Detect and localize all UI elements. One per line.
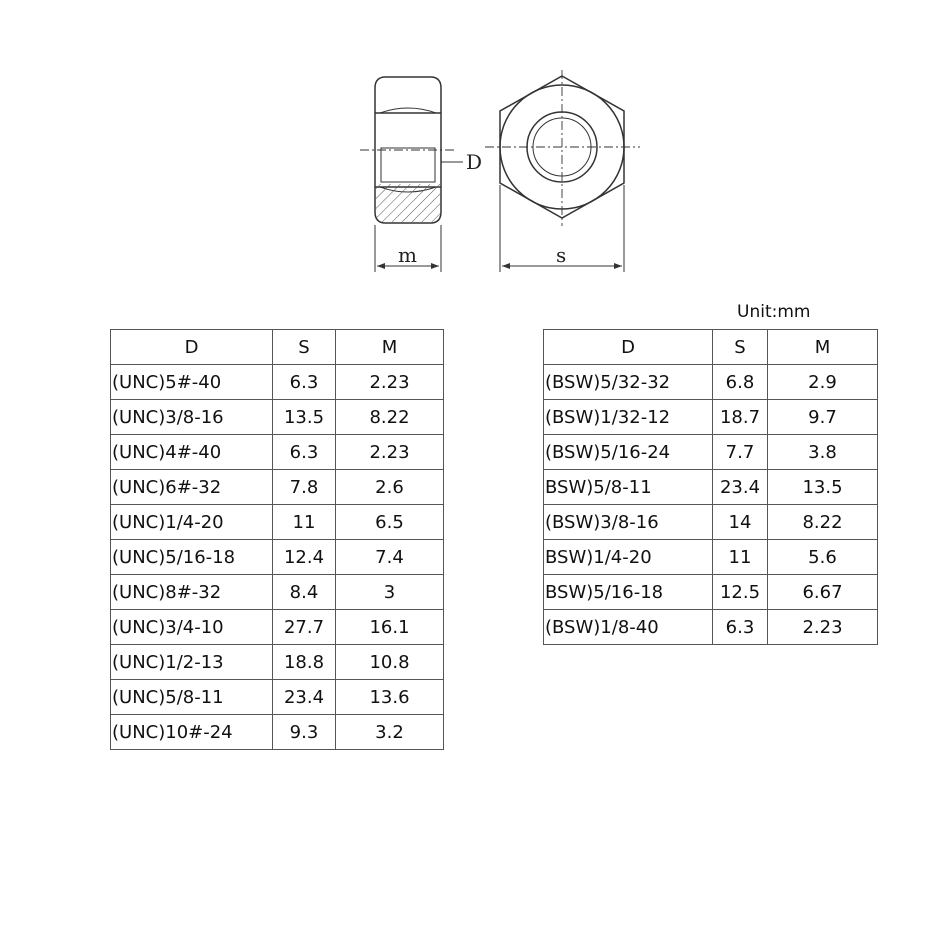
s-value-cell: 27.7: [273, 610, 336, 645]
table-row: [111, 575, 444, 610]
s-value-cell: 23.4: [273, 680, 336, 715]
m-value-cell: 13.6: [336, 680, 444, 715]
table-row: [111, 505, 444, 540]
thread-size-cell: (BSW)1/32-12: [544, 400, 713, 435]
m-value-cell: 5.6: [768, 540, 878, 575]
table-row: [544, 365, 878, 400]
m-value-cell: 2.23: [768, 610, 878, 645]
m-value-cell: 3.8: [768, 435, 878, 470]
unc-table-body: [111, 365, 444, 750]
column-header-s: S: [273, 330, 336, 365]
s-value-cell: 11: [713, 540, 768, 575]
table-row: [544, 505, 878, 540]
table-header-row: [544, 330, 878, 365]
table-row: [111, 540, 444, 575]
thread-size-cell: BSW)1/4-20: [544, 540, 713, 575]
hex-nut-drawing: [0, 0, 950, 300]
thread-size-cell: (UNC)4#-40: [111, 435, 273, 470]
unc-spec-table: [110, 329, 444, 750]
m-value-cell: 7.4: [336, 540, 444, 575]
s-value-cell: 6.3: [273, 435, 336, 470]
s-value-cell: 14: [713, 505, 768, 540]
column-header-d: D: [544, 330, 713, 365]
thread-size-cell: (UNC)1/2-13: [111, 645, 273, 680]
thread-size-cell: (UNC)3/4-10: [111, 610, 273, 645]
thread-size-cell: (UNC)10#-24: [111, 715, 273, 750]
s-value-cell: 6.3: [273, 365, 336, 400]
m-value-cell: 6.67: [768, 575, 878, 610]
s-value-cell: 7.8: [273, 470, 336, 505]
column-header-m: M: [336, 330, 444, 365]
thread-size-cell: (UNC)5#-40: [111, 365, 273, 400]
m-value-cell: 2.23: [336, 365, 444, 400]
table-row: [111, 715, 444, 750]
s-value-cell: 18.8: [273, 645, 336, 680]
m-value-cell: 3.2: [336, 715, 444, 750]
thread-size-cell: (UNC)8#-32: [111, 575, 273, 610]
s-value-cell: 11: [273, 505, 336, 540]
m-value-cell: 3: [336, 575, 444, 610]
s-value-cell: 18.7: [713, 400, 768, 435]
section-hatch: [376, 184, 440, 222]
s-value-cell: 6.8: [713, 365, 768, 400]
table-row: [111, 400, 444, 435]
column-header-d: D: [111, 330, 273, 365]
bsw-table-body: [544, 365, 878, 645]
thread-size-cell: (BSW)5/16-24: [544, 435, 713, 470]
m-value-cell: 8.22: [768, 505, 878, 540]
table-row: [544, 400, 878, 435]
bsw-spec-table: [543, 329, 878, 645]
diameter-label: D: [466, 150, 483, 174]
thread-size-cell: (UNC)6#-32: [111, 470, 273, 505]
m-value-cell: 10.8: [336, 645, 444, 680]
table-row: [111, 610, 444, 645]
table-header-row: [111, 330, 444, 365]
m-value-cell: 9.7: [768, 400, 878, 435]
height-label: m: [398, 243, 417, 267]
table-row: [544, 470, 878, 505]
width-label: s: [556, 243, 567, 267]
thread-size-cell: (UNC)3/8-16: [111, 400, 273, 435]
thread-size-cell: (BSW)5/32-32: [544, 365, 713, 400]
thread-size-cell: BSW)5/8-11: [544, 470, 713, 505]
m-value-cell: 13.5: [768, 470, 878, 505]
top-view: [485, 70, 640, 272]
m-value-cell: 6.5: [336, 505, 444, 540]
table-row: [111, 365, 444, 400]
m-value-cell: 8.22: [336, 400, 444, 435]
s-value-cell: 9.3: [273, 715, 336, 750]
table-row: [544, 540, 878, 575]
m-value-cell: 2.23: [336, 435, 444, 470]
column-header-s: S: [713, 330, 768, 365]
thread-size-cell: (UNC)1/4-20: [111, 505, 273, 540]
thread-size-cell: BSW)5/16-18: [544, 575, 713, 610]
table-row: [544, 435, 878, 470]
table-row: [111, 680, 444, 715]
thread-size-cell: (BSW)1/8-40: [544, 610, 713, 645]
table-row: [111, 470, 444, 505]
s-value-cell: 7.7: [713, 435, 768, 470]
s-value-cell: 12.5: [713, 575, 768, 610]
s-value-cell: 13.5: [273, 400, 336, 435]
thread-size-cell: (BSW)3/8-16: [544, 505, 713, 540]
s-value-cell: 8.4: [273, 575, 336, 610]
table-row: [111, 435, 444, 470]
unit-label: Unit:mm: [737, 302, 811, 322]
column-header-m: M: [768, 330, 878, 365]
table-row: [544, 610, 878, 645]
thread-size-cell: (UNC)5/16-18: [111, 540, 273, 575]
s-value-cell: 12.4: [273, 540, 336, 575]
s-value-cell: 23.4: [713, 470, 768, 505]
m-value-cell: 2.6: [336, 470, 444, 505]
table-row: [544, 575, 878, 610]
table-row: [111, 645, 444, 680]
s-value-cell: 6.3: [713, 610, 768, 645]
m-value-cell: 16.1: [336, 610, 444, 645]
m-value-cell: 2.9: [768, 365, 878, 400]
thread-size-cell: (UNC)5/8-11: [111, 680, 273, 715]
